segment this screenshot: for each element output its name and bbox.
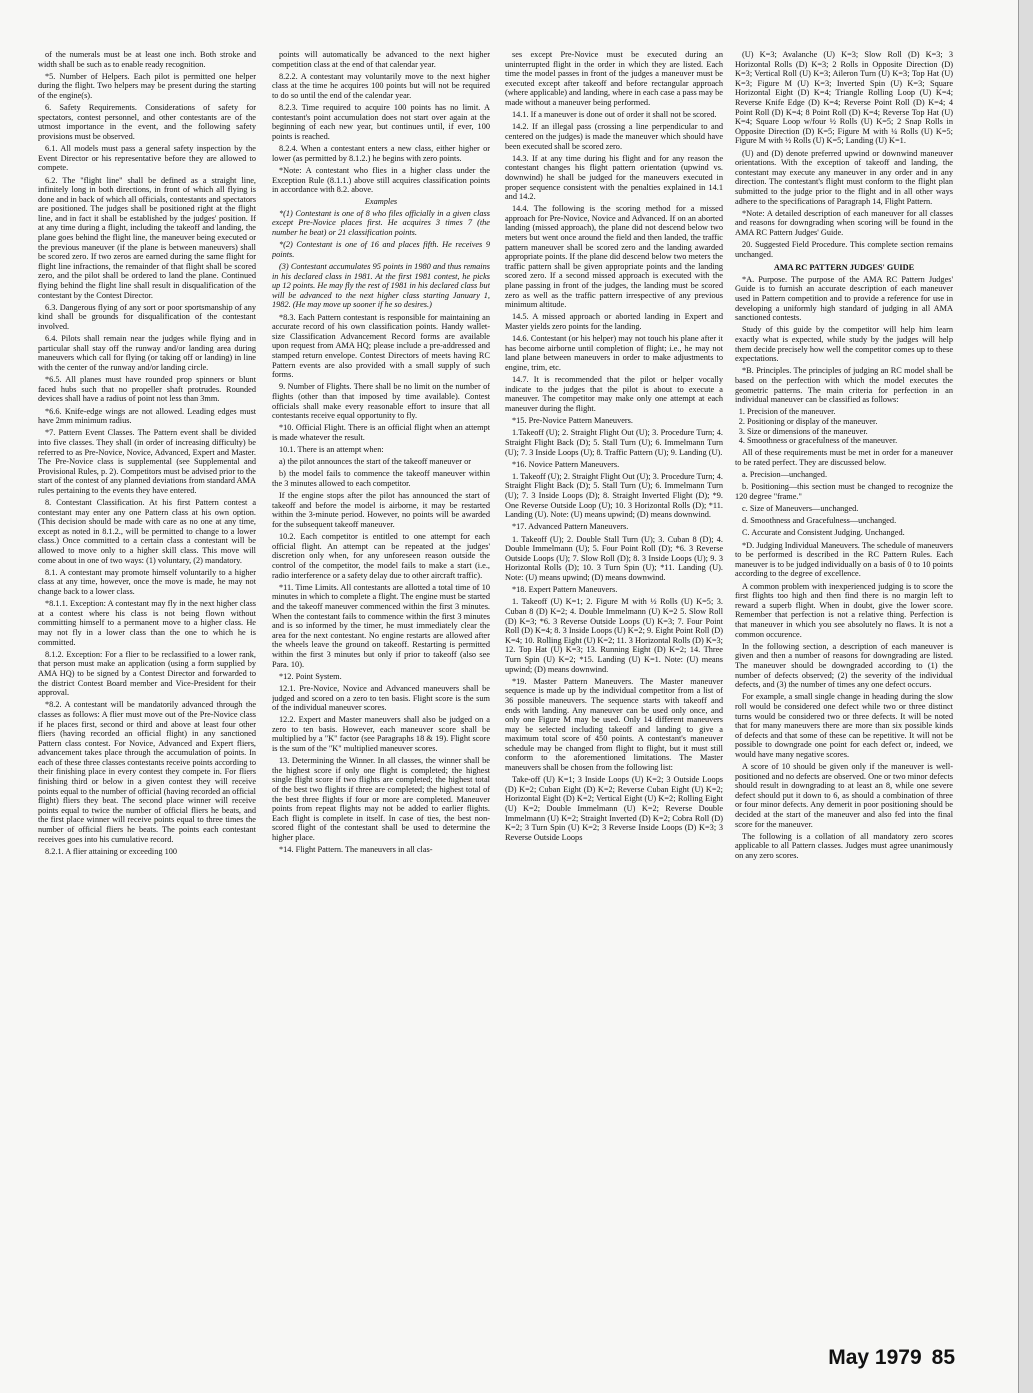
paragraph: If the engine stops after the pilot has announced the start of takeoff and before the model is airborne, it may be restarted within the 3-minute period. However, no points will be awarded for the subsequent takeoff maneuver. <box>272 491 490 530</box>
paragraph: a) the pilot announces the start of the takeoff maneuver or <box>279 457 471 467</box>
paragraph: In the following section, a description of each maneuver is given and then a number of reasons for downgrading are listed. The maneuver should be downgraded according to (1) the number of defects observed; (2) the severity of the individual defects, and (3) the number of times any one defect occurs. <box>735 641 953 690</box>
paragraph: (U) and (D) denote preferred upwind or downwind maneuver orientations. With the exception of takeoff and landing, the contestant may execute any maneuver in any order and in any direction. The contestant's flight must conform to the flight plan submitted to the judge prior to the flight and in all other ways adhere to the specifications of Paragraph 14, Flight Pattern. <box>735 148 953 206</box>
paragraph: All of these requirements must be met in order for a maneuver to be rated perfect. They are discussed below. <box>735 448 953 467</box>
paragraph: 1.Takeoff (U); 2. Straight Flight Out (U); 3. Procedure Turn; 4. Straight Flight Back (D); 5. Stall Turn (U); 6. Immelmann Turn (U); 7. 3 Inside Loops (U); 8. Traffic Pattern (U); 9. Landing (U). <box>505 428 723 457</box>
paragraph: 14.3. If at any time during his flight and for any reason the contestant changes his flight pattern orientation (upwind vs. downwind) he shall be judged for the maneuvers executed in proper sequence consistent with the penalties explained in 14.1 and 14.2. <box>505 153 723 202</box>
paragraph: A common problem with inexperienced judging is to score the first flights too high and then find there is no margin left to reward a superb flight. When in doubt, give the lower score. Remember that perfection is not a relative thing. Perfection is that maneuver in which you see absolutely no flaws. It is not a common occurence. <box>735 581 953 639</box>
paragraph: a. Precision—unchanged. <box>742 470 828 480</box>
paragraph: *8.2. A contestant will be mandatorily advanced through the classes as follows: A flier must move out of the Pre-Novice class if he places first, second or third and above at least four other fliers (having recorded an official flight) in any sanctioned Pattern class contest. For Novice, Advanced and Expert fliers, advancement takes place through the accumulation of points. In each of these three classes contestants receive points according to their finishing place in every contest they compete in. For fliers finishing third or below in a given contest they will receive points equal to the number of official (having recorded an official flight) fliers they beat. The second place winner will receive points equal to twice the number of official fliers he beats, and the first place winner will receive points equal to three times the number of official fliers he beats. The points each contestant receives goes into his cumulative record. <box>38 700 256 844</box>
paragraph: The following is a collation of all mandatory zero scores applicable to all Pattern classes. Judges must agree unanimously on any zero scores. <box>735 831 953 860</box>
page-number: 85 <box>931 1346 955 1369</box>
column-1 <box>38 50 256 1328</box>
paragraph: *8.1.1. Exception: A contestant may fly in the next higher class at a contest where his class is not being flown without committing himself to a permanent move to a higher class. He may not fly in a lower class than the one to which he is committed. <box>38 599 256 647</box>
principle-item: 4. Smoothness or gracefulness of the maneuver. <box>747 436 953 446</box>
paragraph: 20. Suggested Field Procedure. This complete section remains unchanged. <box>735 240 953 259</box>
paragraph: (3) Contestant accumulates 95 points in 1980 and thus remains in his declared class in 1981. At the first 1981 contest, he picks up 12 points. He may fly the rest of 1981 in his declared class but will be advanced to the next higher class starting January 1, 1982. (He may move up sooner if he so desires.) <box>272 262 490 310</box>
paragraph: *10. Official Flight. There is an official flight when an attempt is made whatever the result. <box>272 423 490 442</box>
paragraph: *5. Number of Helpers. Each pilot is permitted one helper during the flight. Two helpers may be present during the starting of the engine(s). <box>38 71 256 100</box>
paragraph: 1. Takeoff (U); 2. Double Stall Turn (U); 3. Cuban 8 (D); 4. Double Immelmann (U); 5. Four Point Roll (D); *6. 3 Reverse Outside Loops (U); 7. Slow Roll (D); 8. 3 Inside Loops (U); 9. 3 Horizontal Rolls (D); 10. 3 Turn Spin (U); *11. Landing (U). Note: (U) means upwind; (D) means downwind. <box>505 534 723 582</box>
paragraph: Take-off (U) K=1; 3 Inside Loops (U) K=2; 3 Outside Loops (D) K=2; Cuban Eight (D) K=2; Reverse Cuban Eight (U) K=2; Horizontal Eight (D) K=2; Vertical Eight (U) K=2; Rolling Eight (U) K=2; Double Immelmann (U) K=2; Reverse Double Immelmann (U) K=2; Straight Inverted (D) K=2; Cobra Roll (D) K=2; 3 Turn Spin (U) K=2; 3 Reverse Inside Loops (D) K=3; 3 Reverse Outside Loops <box>505 775 723 842</box>
paragraph: 1. Takeoff (U); 2. Straight Flight Out (U); 3. Procedure Turn; 4. Straight Flight Back (D); 5. Stall Turn (U); 6. Immelmann Turn (U); 7. 3 Inside Loops (D); 8. Straight Inverted Flight (D); *9. One Reverse Outside Loop (U); 10. 3 Horizontal Rolls (D); *11. Landing (U). Note: (U) means upwind; (D) means downwind. <box>505 471 723 520</box>
paragraph: *(2) Contestant is one of 16 and places fifth. He receives 9 points. <box>272 240 490 259</box>
paragraph: *15. Pre-Novice Pattern Maneuvers. <box>512 416 633 426</box>
paragraph: *Note: A detailed description of each maneuver for all classes and reasons for downgrading when scoring will be found in the AMA RC Pattern Judges' Guide. <box>735 208 953 237</box>
paragraph: 8. Contestant Classification. At his first Pattern contest a contestant may enter any one Pattern class at his own option. (This decision should be made with care as no one at any time, except as noted in 8.1.2., will be permitted to change to a lower class.) Once committed to a certain class a contestant will be allowed to move only to a higher skill class. This move will come about in one of two ways: (1) voluntary, (2) mandatory. <box>38 498 256 565</box>
paragraph: 14.2. If an illegal pass (crossing a line perpendicular to and centered on the judges) is made the maneuver which should have been executed shall be scored zero. <box>505 122 723 151</box>
paragraph: *16. Novice Pattern Maneuvers. <box>512 459 620 469</box>
paragraph: 1. Takeoff (U) K=1; 2. Figure M with ½ Rolls (U) K=5; 3. Cuban 8 (D) K=2; 4. Double Immelmann (U) K=2 5. Slow Roll (D) K=3; *6. 3 Reverse Outside Loops (U) K=3; 7. Four Point Roll (D) K=4; 8. 3 Inside Loops (U) K=2; 9. Eight Point Roll (D) K=4; 10. Rolling Eight (U) K=2; 11. 3 Horizontal Rolls (D) K=3; 12. Top Hat (U) K=3; 13. Running Eight (D) K=2; 14. Three Turn Spin (U) K=2; *15. Landing (U) K=1. Note: (U) means upwind; (D) means downwind. <box>505 597 723 674</box>
paragraph: *B. Principles. The principles of judging an RC model shall be based on the perfection with which the model executes the geometric patterns. The main criteria for perfection in an individual maneuver can be classified as follows: <box>735 366 953 405</box>
paragraph: of the numerals must be at least one inch. Both stroke and width shall be such as to enable ready recognition. <box>38 50 256 69</box>
judges-guide-heading: AMA RC PATTERN JUDGES' GUIDE <box>773 263 915 273</box>
paragraph: c. Size of Maneuvers—unchanged. <box>742 504 859 514</box>
paragraph: 6.1. All models must pass a general safety inspection by the Event Director or his representative before they are allowed to compete. <box>38 144 256 173</box>
paragraph: 14.5. A missed approach or aborted landing in Expert and Master yields zero points for the landing. <box>505 312 723 331</box>
examples-heading: Examples <box>364 197 398 207</box>
paragraph: *19. Master Pattern Maneuvers. The Master maneuver sequence is made up by the individual competitor from a list of 36 possible maneuvers. The sequence starts with takeoff and ends with landing. Any maneuver can be used only once, and only one Figure M may be used. Only 14 different maneuvers may be selected including takeoff and landing to give a maximum total score of 450 points. A contestant's maneuver schedule may be changed from flight to flight, but it must still conform to the aforementioned limitations. The Master maneuvers shall be chosen from the following list: <box>505 676 723 773</box>
paragraph: 10.1. There is an attempt when: <box>279 445 384 455</box>
paragraph: *7. Pattern Event Classes. The Pattern event shall be divided into five classes. They shall (in order of increasing difficulty) be referred to as Pre-Novice, Novice, Advanced, Expert and Master. The Pre-Novice class is supplemental (see Supplemental and Provisional Rules, p. 2). Competitors must be advised prior to the start of the contest of any planned deviations from standard AMA rules pertaining to the events they have entered. <box>38 428 256 495</box>
issue-date: May 1979 <box>828 1346 922 1369</box>
paragraph: 8.2.2. A contestant may voluntarily move to the next higher class at the time he acquires 100 points but will not be required to do so until the end of the calendar year. <box>272 71 490 100</box>
paragraph: 8.2.4. When a contestant enters a new class, either higher or lower (as permitted by 8.1.2.) he begins with zero points. <box>272 144 490 163</box>
paragraph: 13. Determining the Winner. In all classes, the winner shall be the highest score if only one flight is completed; the highest single flight score if two flights are completed; the highest total of the best two flights if three are completed; the highest total of the best three flights if four or more are completed. Maneuver points from repeat flights may not be added to earlier flights. Each flight is complete in itself. In case of ties, the best non-scored flight of the contestant shall be used to determine the higher place. <box>272 756 490 842</box>
paragraph: d. Smoothness and Gracefulness—unchanged. <box>742 516 897 526</box>
paragraph: 6.2. The "flight line" shall be defined as a straight line, infinitely long in both directions, in front of which all flying is done and in back of which all officials, contestants and spectators are positioned. The judges shall be positioned right at the flight line, and in fact it shall be established by the judges' position. If at any time during a flight, including the takeoff and landing, the plane goes behind the flight line, the maneuver being executed or the previous maneuver (if the plane is between maneuvers) shall be scored zero. If two zeros are earned during the same flight for flight line infractions, the remainder of that flight shall be scored zero, and the pilot shall be ordered to land the plane. Continued flying behind the flight line shall result in disqualification of the contestant by the Contest Director. <box>38 175 256 300</box>
paragraph: 8.2.1. A flier attaining or exceeding 100 <box>45 846 178 856</box>
page-footer <box>828 1346 955 1370</box>
column-4 <box>735 50 953 1328</box>
paragraph: *(1) Contestant is one of 8 who files officially in a given class except Pre-Novice places first. He acquires 3 times 7 (the number he beat) or 21 classification points. <box>272 208 490 238</box>
paragraph: 8.1. A contestant may promote himself voluntarily to a higher class at any time, however, once the move is made, he may not change back to a lower class. <box>38 567 256 596</box>
paragraph: points will automatically be advanced to the next higher competition class at the end of that calendar year. <box>272 50 490 69</box>
principles-list <box>735 407 953 445</box>
paragraph: *A. Purpose. The purpose of the AMA RC Pattern Judges' Guide is to furnish an accurate description of each maneuver used in Pattern competition and to provide a reference for use in developing a uniformly high standard of judging in all AMA sanctioned contests. <box>735 274 953 323</box>
principle-item: 2. Positioning or display of the maneuver. <box>747 417 953 427</box>
paragraph: b. Positioning—this section must be changed to recognize the 120 degree "frame." <box>735 482 953 501</box>
paragraph: (U) K=3; Avalanche (U) K=3; Slow Roll (D) K=3; 3 Horizontal Rolls (D) K=3; 2 Rolls in Opposite Direction (D) K=3; Vertical Roll (U) K=3; Aileron Turn (U) K=3; Top Hat (U) K=3; Figure M (U) K=3; Inverted Spin (U) K=3; Square Horizontal Eight (D) K=4; Triangle Rolling Loop (U) K=4; Reverse Knife Edge (D) K=4; Reverse Point Roll (D) K=4; 4 Point Roll (D) K=4; 8 Point Roll (D) K=4; Reverse Top Hat (U) K=4; Square Loop w/four ½ Rolls (U) K=5; 2 Snap Rolls in Opposite Direction (D) K=5; Figure M with ¼ Rolls (U) K=5; Figure M with ½ Rolls (U) K=5; Landing (U) K=1. <box>735 50 953 146</box>
paragraph: *Note: A contestant who flies in a higher class under the Exception Rule (8.1.1.) above still acquires classification points in accordance with 8.2. above. <box>272 165 490 195</box>
paragraph: ses except Pre-Novice must be executed during an uninterrupted flight in the order in which they are listed. Each time the model passes in front of the judges a maneuver must be executed except after takeoff and before rectangular approach (where applicable) and landing, where in each case a pass may be made without a maneuver being performed. <box>505 50 723 107</box>
paragraph: *6.5. All planes must have rounded prop spinners or blunt faced hubs such that no propeller shaft protrudes. Rounded devices shall have a radius of point not less than 3mm. <box>38 375 256 404</box>
paragraph: 6. Safety Requirements. Considerations of safety for spectators, contest personnel, and other contestants are of the utmost importance in the event, and the following safety provisions must be observed. <box>38 103 256 141</box>
paragraph: 12.2. Expert and Master maneuvers shall also be judged on a zero to ten basis. However, each maneuver score shall be multiplied by a "K" factor (see Paragraphs 18 & 19). Flight score is the sum of the "K" multiplied maneuver scores. <box>272 715 490 754</box>
principle-item: 1. Precision of the maneuver. <box>747 407 953 417</box>
paragraph: 14.6. Contestant (or his helper) may not touch his plane after it has become airborne until completion of flight; i.e., he may not land plane between maneuvers in order to make adjustments to engine, trim, etc. <box>505 334 723 372</box>
paragraph: 14.4. The following is the scoring method for a missed approach for Pre-Novice, Novice and Advanced. If on an aborted landing (missed approach), the plane did not descend below two meters but went once around the field and then landed, the traffic pattern maneuver shall be scored zero and the landing awarded appropriate points. If the plane did descend below two meters the traffic pattern shall be given appropriate points and the landing scored zero. If a second missed approach is executed with the plane passing in front of the judges, the landing must be scored zero as well as the traffic pattern irrespective of any previous minimum altitude. <box>505 204 723 310</box>
paragraph: *12. Point System. <box>279 671 342 681</box>
paragraph: *8.3. Each Pattern contestant is responsible for maintaining an accurate record of his own classification points. Handy wallet-size Classification Advancement Record forms are available upon request from AMA HQ; please include a pre-addressed and stamped return envelope. Contest Directors of meets having RC Pattern events are also provided with a small supply of such forms. <box>272 312 490 380</box>
paragraph: b) the model fails to commence the takeoff maneuver within the 3 minutes allowed to each competitor. <box>272 469 490 489</box>
paragraph: 6.3. Dangerous flying of any sort or poor sportsmanship of any kind shall be grounds for disqualification of the contestant involved. <box>38 302 256 331</box>
paragraph: 14.1. If a maneuver is done out of order it shall not be scored. <box>512 110 717 120</box>
paragraph: 10.2. Each competitor is entitled to one attempt for each official flight. An attempt can be repeated at the judges' discretion only when, for any unforeseen reason outside the control of the competitor, the model fails to make a start (i.e., radio interference or a safety delay due to other aircraft traffic). <box>272 532 490 580</box>
paragraph: Study of this guide by the competitor will help him learn exactly what is expected, while study by the judges will help them decide precisely how well the competitor comes up to these expectations. <box>735 325 953 364</box>
paragraph: 14.7. It is recommended that the pilot or helper vocally indicate to the judges that the pilot is about to execute a maneuver. The competitor may make only one attempt at each maneuver during the flight. <box>505 375 723 413</box>
column-3 <box>505 50 723 1328</box>
paragraph: A score of 10 should be given only if the maneuver is well-positioned and no defects are observed. One or two minor defects should result in downgrading to at least an 8, while one severe defect should put it down to 6, as should a combination of three or four minor defects. Any demerit in poor positioning should be decided at the start of the maneuver and also fed into the final score for the maneuver. <box>735 762 953 829</box>
column-2 <box>272 50 490 1328</box>
page-binding-edge <box>1018 0 1033 1393</box>
paragraph: *D. Judging Individual Maneuvers. The schedule of maneuvers to be performed is described in the RC Pattern Rules. Each maneuver is to be judged individually on a basis of 0 to 10 points according to the degree of excellence. <box>735 540 953 579</box>
paragraph: 8.1.2. Exception: For a flier to be reclassified to a lower rank, that person must make an application (using a form supplied by AMA HQ) to be signed by a Contest Director and forwarded to the district Contest Board member and Vice-President for their approval. <box>38 649 256 698</box>
paragraph: *18. Expert Pattern Maneuvers. <box>512 585 618 595</box>
paragraph: 12.1. Pre-Novice, Novice and Advanced maneuvers shall be judged and scored on a zero to ten basis. Flight score is the sum of the individual maneuver scores. <box>272 683 490 713</box>
paragraph: *14. Flight Pattern. The maneuvers in all clas- <box>279 845 433 855</box>
paragraph: *6.6. Knife-edge wings are not allowed. Leading edges must have 2mm minimum radius. <box>38 406 256 426</box>
paragraph: 9. Number of Flights. There shall be no limit on the number of flights (other than that imposed by time available). Contest officials shall make every reasonable effort to insure that all contestants receive equal opportunity to fly. <box>272 382 490 421</box>
paragraph: For example, a small single change in heading during the slow roll would be considered one defect while two or three distinct turns would be considered two or three defects. It will be noted that for many maneuvers there are more than six possible kinds of defects and that some of these can be repetitive. It will not be possible to downgrade one point for each defect or, indeed, we would have many negative scores. <box>735 692 953 759</box>
paragraph: C. Accurate and Consistent Judging. Unchanged. <box>742 528 905 538</box>
paragraph: 6.4. Pilots shall remain near the judges while flying and in particular shall stay off the runway and/or landing area during maneuvers which call for flying (or taking off or landing) in line with the center of the runway and/or landing circle. <box>38 334 256 372</box>
paragraph: *11. Time Limits. All contestants are allotted a total time of 10 minutes in which to complete a flight. The engine must be started and the takeoff maneuver commenced within the first 3 minutes. When the contestant fails to commence within the first 3 minutes and is so informed by the timer, he must immediately clear the area for the next contestant. No engine restarts are allowed after the wheels leave the ground on takeoff. Restarting is permitted within the first 3 minutes but only if prior to takeoff (also see Para. 10). <box>272 582 490 669</box>
paragraph: *17. Advanced Pattern Maneuvers. <box>512 522 629 532</box>
principle-item: 3. Size or dimensions of the maneuver. <box>747 427 953 437</box>
paragraph: 8.2.3. Time required to acquire 100 points has no limit. A contestant's point accumulation does not start over again at the beginning of each new year, but continues until, if ever, 100 points is reached. <box>272 103 490 141</box>
